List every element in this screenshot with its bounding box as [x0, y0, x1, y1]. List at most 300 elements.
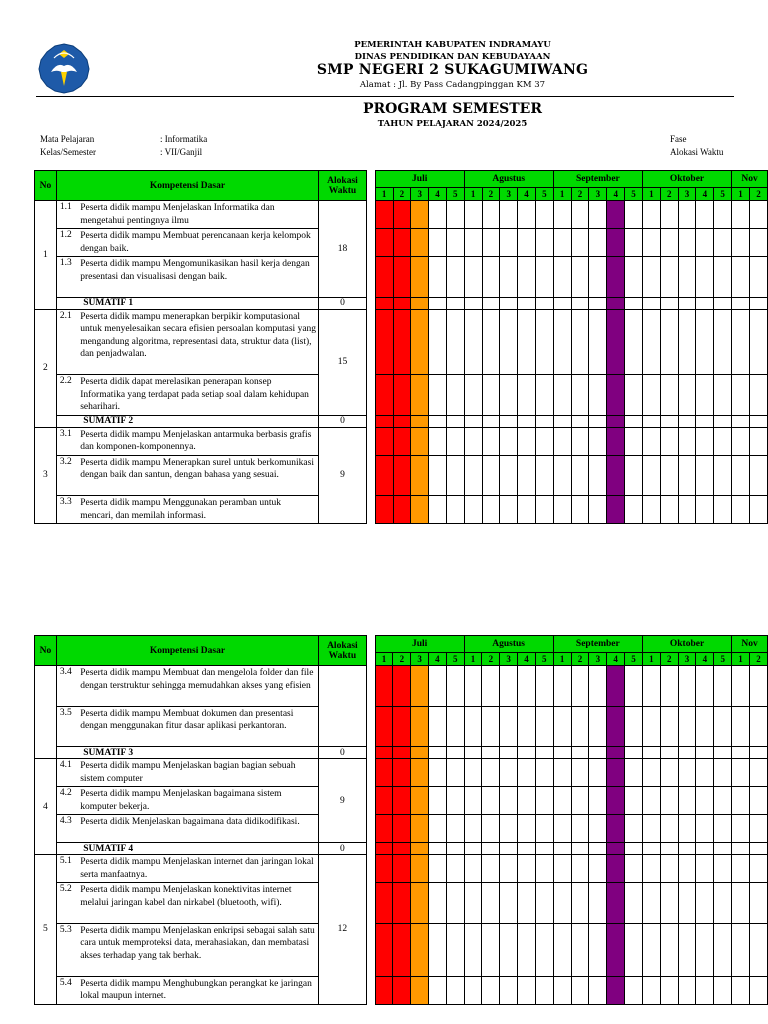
- row-number: 1: [35, 201, 57, 310]
- week-cell: [696, 759, 714, 787]
- week-cell: [446, 759, 464, 787]
- week-cell: [571, 787, 589, 815]
- competency-row: [35, 375, 768, 416]
- week-cell: [518, 787, 536, 815]
- week-cell: [696, 427, 714, 455]
- week-cell: [660, 883, 678, 924]
- week-cell-scheduled: [393, 415, 411, 427]
- week-cell-scheduled: [393, 229, 411, 257]
- week-cell-scheduled: [375, 747, 393, 759]
- week-cell-scheduled: [411, 427, 429, 455]
- week-cell: [535, 201, 553, 229]
- week-header: 1: [464, 653, 482, 666]
- spacer-cell: [366, 496, 375, 524]
- week-cell: [571, 843, 589, 855]
- competency-text: Peserta didik mampu Menjelaskan bagaimana sistem komputer bekerja.: [80, 787, 318, 815]
- week-cell: [589, 747, 607, 759]
- week-cell: [732, 666, 750, 707]
- week-cell: [518, 257, 536, 298]
- week-cell: [660, 747, 678, 759]
- week-cell: [589, 375, 607, 416]
- week-cell-scheduled: [393, 309, 411, 375]
- week-cell-scheduled: [411, 855, 429, 883]
- week-cell: [464, 787, 482, 815]
- week-cell: [660, 759, 678, 787]
- week-cell: [714, 257, 732, 298]
- week-cell: [464, 815, 482, 843]
- week-cell: [732, 427, 750, 455]
- week-cell: [464, 427, 482, 455]
- week-cell: [500, 201, 518, 229]
- week-cell-scheduled: [393, 976, 411, 1004]
- week-cell: [464, 855, 482, 883]
- week-cell: [589, 427, 607, 455]
- week-cell: [553, 843, 571, 855]
- time-allocation: 15: [319, 309, 367, 415]
- week-cell: [571, 747, 589, 759]
- competency-row: [35, 815, 768, 843]
- week-cell: [429, 257, 447, 298]
- spacer-cell: [366, 855, 375, 883]
- week-cell: [446, 747, 464, 759]
- week-cell-scheduled: [375, 706, 393, 747]
- week-cell: [589, 759, 607, 787]
- week-cell: [500, 843, 518, 855]
- week-cell: [732, 309, 750, 375]
- competency-row: [35, 427, 768, 455]
- week-cell: [535, 427, 553, 455]
- week-cell: [625, 815, 643, 843]
- academic-year: TAHUN PELAJARAN 2024/2025: [377, 119, 528, 129]
- summative-spacer: [56, 415, 80, 427]
- week-cell: [749, 855, 767, 883]
- week-cell: [429, 706, 447, 747]
- week-cell-scheduled: [375, 455, 393, 496]
- week-cell: [732, 455, 750, 496]
- week-cell: [482, 257, 500, 298]
- week-cell: [589, 883, 607, 924]
- week-cell: [500, 229, 518, 257]
- week-cell: [464, 883, 482, 924]
- week-cell: [749, 923, 767, 976]
- summative-row: [35, 415, 768, 427]
- week-cell-scheduled: [411, 706, 429, 747]
- competency-number: 5.1: [56, 855, 80, 883]
- week-cell: [678, 976, 696, 1004]
- week-cell: [500, 375, 518, 416]
- week-cell: [446, 976, 464, 1004]
- week-cell-scheduled: [411, 759, 429, 787]
- week-cell: [446, 843, 464, 855]
- week-header: 3: [589, 188, 607, 201]
- week-cell: [660, 787, 678, 815]
- week-cell: [678, 415, 696, 427]
- week-cell: [714, 297, 732, 309]
- column-header-no: No: [35, 636, 57, 666]
- week-cell: [749, 815, 767, 843]
- week-cell: [696, 666, 714, 707]
- week-cell: [678, 706, 696, 747]
- week-cell-scheduled: [411, 666, 429, 707]
- week-cell-scheduled: [607, 759, 625, 787]
- week-cell-scheduled: [607, 375, 625, 416]
- week-cell-scheduled: [375, 883, 393, 924]
- week-cell: [660, 415, 678, 427]
- week-cell: [518, 297, 536, 309]
- phase-label: Fase: [670, 134, 687, 144]
- week-header: 1: [732, 653, 750, 666]
- week-cell: [696, 747, 714, 759]
- week-cell: [678, 843, 696, 855]
- week-cell: [678, 759, 696, 787]
- week-cell-scheduled: [607, 455, 625, 496]
- week-cell-scheduled: [393, 201, 411, 229]
- week-header: 4: [518, 188, 536, 201]
- week-header: 1: [642, 188, 660, 201]
- week-cell: [678, 455, 696, 496]
- week-cell: [553, 815, 571, 843]
- week-cell-scheduled: [607, 297, 625, 309]
- week-cell: [714, 201, 732, 229]
- week-header: 2: [660, 653, 678, 666]
- week-cell-scheduled: [393, 666, 411, 707]
- row-number: 5: [35, 855, 57, 1005]
- week-header: 2: [749, 653, 767, 666]
- week-cell: [625, 415, 643, 427]
- week-cell: [642, 843, 660, 855]
- week-cell: [500, 855, 518, 883]
- government-name: PEMERINTAH KABUPATEN INDRAMAYU: [354, 40, 551, 50]
- week-cell: [553, 666, 571, 707]
- week-cell: [482, 747, 500, 759]
- week-header: 4: [607, 188, 625, 201]
- time-allocation-label: Alokasi Waktu: [670, 147, 724, 157]
- week-cell: [696, 415, 714, 427]
- week-cell: [589, 257, 607, 298]
- week-cell: [446, 455, 464, 496]
- week-cell: [678, 375, 696, 416]
- competency-row: [35, 257, 768, 298]
- week-cell: [625, 855, 643, 883]
- week-cell: [660, 309, 678, 375]
- week-cell-scheduled: [393, 923, 411, 976]
- week-cell: [678, 747, 696, 759]
- week-cell-scheduled: [375, 666, 393, 707]
- week-cell: [749, 706, 767, 747]
- week-cell: [696, 297, 714, 309]
- week-cell-scheduled: [411, 297, 429, 309]
- week-header: 5: [714, 653, 732, 666]
- week-cell: [482, 815, 500, 843]
- week-cell: [518, 843, 536, 855]
- week-header: 5: [446, 653, 464, 666]
- week-cell: [732, 883, 750, 924]
- week-cell: [714, 976, 732, 1004]
- week-cell: [553, 309, 571, 375]
- summative-allocation: 0: [319, 415, 367, 427]
- week-cell: [429, 759, 447, 787]
- competency-text: Peserta didik mampu Membuat dokumen dan presentasi dengan menggunakan fitur dasar aplikasi perkantoran.: [80, 706, 318, 747]
- week-cell: [678, 201, 696, 229]
- week-cell-scheduled: [375, 201, 393, 229]
- week-cell: [571, 976, 589, 1004]
- week-cell: [749, 455, 767, 496]
- week-cell: [464, 706, 482, 747]
- week-header: 2: [482, 188, 500, 201]
- week-cell-scheduled: [607, 229, 625, 257]
- summative-spacer: [56, 297, 80, 309]
- week-cell: [518, 201, 536, 229]
- week-cell: [714, 706, 732, 747]
- week-cell: [464, 201, 482, 229]
- week-header: 1: [732, 188, 750, 201]
- week-cell-scheduled: [411, 415, 429, 427]
- column-header-competency: Kompetensi Dasar: [56, 636, 318, 666]
- week-cell-scheduled: [393, 706, 411, 747]
- time-allocation: 9: [319, 759, 367, 843]
- week-cell: [589, 415, 607, 427]
- week-cell: [678, 496, 696, 524]
- week-cell: [446, 855, 464, 883]
- competency-text: Peserta didik mampu Menjelaskan internet dan jaringan lokal serta manfaatnya.: [80, 855, 318, 883]
- spacer-cell: [366, 666, 375, 707]
- week-cell: [464, 375, 482, 416]
- week-cell-scheduled: [375, 297, 393, 309]
- spacer-cell: [366, 706, 375, 747]
- week-cell: [429, 455, 447, 496]
- week-cell: [446, 427, 464, 455]
- week-cell: [625, 229, 643, 257]
- week-cell: [696, 815, 714, 843]
- week-cell-scheduled: [393, 787, 411, 815]
- week-cell: [714, 883, 732, 924]
- week-cell: [625, 747, 643, 759]
- week-cell-scheduled: [375, 257, 393, 298]
- week-cell: [625, 923, 643, 976]
- week-header: 2: [393, 653, 411, 666]
- week-cell: [429, 747, 447, 759]
- week-cell: [660, 855, 678, 883]
- week-cell: [464, 297, 482, 309]
- week-cell: [714, 415, 732, 427]
- class-value: : VII/Ganjil: [160, 147, 203, 157]
- week-cell: [464, 923, 482, 976]
- spacer-cell: [366, 201, 375, 229]
- competency-number: 5.3: [56, 923, 80, 976]
- semester-schedule-table-1: [34, 170, 768, 524]
- week-cell: [464, 496, 482, 524]
- competency-text: Peserta didik dapat merelasikan penerapan konsep Informatika yang terdapat pada setiap soal dalam kehidupan seharihari.: [80, 375, 318, 416]
- week-cell: [500, 455, 518, 496]
- week-cell: [678, 297, 696, 309]
- week-cell-scheduled: [411, 747, 429, 759]
- week-cell: [429, 201, 447, 229]
- row-number: 3: [35, 427, 57, 524]
- week-cell: [732, 787, 750, 815]
- month-header: Nov: [732, 636, 768, 653]
- week-header: 1: [375, 188, 393, 201]
- week-cell: [482, 415, 500, 427]
- week-cell-scheduled: [375, 309, 393, 375]
- week-header: 2: [482, 653, 500, 666]
- week-cell: [642, 923, 660, 976]
- department-name: DINAS PENDIDIKAN DAN KEBUDAYAAN: [354, 52, 551, 62]
- week-cell: [589, 706, 607, 747]
- competency-number: 3.4: [56, 666, 80, 707]
- week-cell: [749, 976, 767, 1004]
- week-header: 1: [464, 188, 482, 201]
- competency-text: Peserta didik mampu Menjelaskan antarmuka berbasis grafis dan komponen-komponennya.: [80, 427, 318, 455]
- week-cell: [749, 375, 767, 416]
- row-number: 2: [35, 309, 57, 427]
- week-cell: [553, 229, 571, 257]
- week-cell: [464, 666, 482, 707]
- week-cell: [732, 415, 750, 427]
- week-cell: [678, 427, 696, 455]
- competency-text: Peserta didik mampu Menggunakan peramban untuk mencari, dan memilah informasi.: [80, 496, 318, 524]
- summative-spacer: [56, 747, 80, 759]
- week-cell: [678, 815, 696, 843]
- competency-number: 5.4: [56, 976, 80, 1004]
- week-cell: [535, 855, 553, 883]
- week-cell: [660, 666, 678, 707]
- week-cell: [429, 375, 447, 416]
- week-cell: [446, 666, 464, 707]
- week-cell: [535, 706, 553, 747]
- week-cell: [482, 923, 500, 976]
- week-cell: [642, 883, 660, 924]
- week-cell: [714, 747, 732, 759]
- competency-number: 4.1: [56, 759, 80, 787]
- school-name: SMP NEGERI 2 SUKAGUMIWANG: [316, 62, 589, 78]
- row-number: 4: [35, 759, 57, 855]
- week-cell: [553, 375, 571, 416]
- week-cell: [660, 257, 678, 298]
- week-header: 3: [589, 653, 607, 666]
- week-cell: [571, 309, 589, 375]
- week-cell-scheduled: [607, 666, 625, 707]
- month-header: Agustus: [464, 636, 553, 653]
- week-cell: [535, 976, 553, 1004]
- week-cell: [696, 496, 714, 524]
- week-cell: [500, 706, 518, 747]
- document-title: PROGRAM SEMESTER: [363, 101, 542, 117]
- week-cell-scheduled: [375, 923, 393, 976]
- column-header-allocation: [319, 171, 367, 201]
- week-cell: [660, 229, 678, 257]
- week-cell: [500, 883, 518, 924]
- week-cell: [553, 257, 571, 298]
- week-cell: [429, 427, 447, 455]
- week-header: 5: [625, 188, 643, 201]
- week-header: 2: [749, 188, 767, 201]
- week-cell: [625, 843, 643, 855]
- week-cell: [446, 815, 464, 843]
- week-header: 2: [660, 188, 678, 201]
- week-cell: [571, 427, 589, 455]
- week-header: 1: [553, 188, 571, 201]
- week-cell: [589, 455, 607, 496]
- week-cell: [749, 883, 767, 924]
- week-header: 5: [625, 653, 643, 666]
- week-cell: [535, 759, 553, 787]
- week-header: 5: [446, 188, 464, 201]
- week-cell: [500, 747, 518, 759]
- week-cell: [571, 297, 589, 309]
- competency-row: [35, 496, 768, 524]
- week-cell: [429, 883, 447, 924]
- week-cell: [589, 666, 607, 707]
- summative-row: [35, 843, 768, 855]
- week-cell-scheduled: [375, 375, 393, 416]
- summative-row: [35, 747, 768, 759]
- week-header: 4: [696, 653, 714, 666]
- spacer-column: [366, 171, 375, 201]
- week-cell: [642, 375, 660, 416]
- week-cell: [732, 855, 750, 883]
- week-cell: [625, 666, 643, 707]
- week-cell-scheduled: [607, 923, 625, 976]
- week-cell: [553, 883, 571, 924]
- week-cell: [518, 496, 536, 524]
- week-cell-scheduled: [375, 496, 393, 524]
- week-cell: [732, 759, 750, 787]
- spacer-cell: [366, 297, 375, 309]
- week-cell: [535, 496, 553, 524]
- week-cell: [446, 883, 464, 924]
- week-cell: [714, 759, 732, 787]
- week-cell-scheduled: [607, 427, 625, 455]
- week-header: 2: [571, 188, 589, 201]
- spacer-cell: [366, 229, 375, 257]
- week-cell: [571, 815, 589, 843]
- week-cell: [553, 427, 571, 455]
- competency-number: 4.2: [56, 787, 80, 815]
- week-cell-scheduled: [607, 815, 625, 843]
- week-cell: [625, 309, 643, 375]
- week-cell: [429, 297, 447, 309]
- competency-text: Peserta didik mampu menerapkan berpikir komputasional untuk menyelesaikan secara efisien persoalan komputasi yang mengandung algoritma, representasi data, struktur data (list), dan penjadwalan.: [80, 309, 318, 375]
- week-cell: [749, 297, 767, 309]
- week-cell: [571, 883, 589, 924]
- week-cell: [642, 229, 660, 257]
- semester-schedule-table-2: [34, 635, 768, 1005]
- week-cell: [714, 496, 732, 524]
- week-cell: [446, 706, 464, 747]
- week-cell: [535, 455, 553, 496]
- week-cell-scheduled: [607, 883, 625, 924]
- month-header: September: [553, 636, 642, 653]
- week-cell: [482, 297, 500, 309]
- week-cell: [749, 666, 767, 707]
- week-cell-scheduled: [607, 415, 625, 427]
- competency-row: [35, 201, 768, 229]
- summative-spacer: [56, 843, 80, 855]
- week-cell: [678, 666, 696, 707]
- week-cell-scheduled: [393, 883, 411, 924]
- week-cell: [446, 415, 464, 427]
- week-cell: [464, 843, 482, 855]
- week-cell: [571, 496, 589, 524]
- competency-row: [35, 976, 768, 1004]
- row-number: [35, 666, 57, 759]
- week-cell: [696, 201, 714, 229]
- competency-row: [35, 666, 768, 707]
- allocation-header-line2: Waktu: [328, 185, 357, 196]
- week-cell-scheduled: [411, 455, 429, 496]
- week-cell: [732, 229, 750, 257]
- week-cell-scheduled: [411, 815, 429, 843]
